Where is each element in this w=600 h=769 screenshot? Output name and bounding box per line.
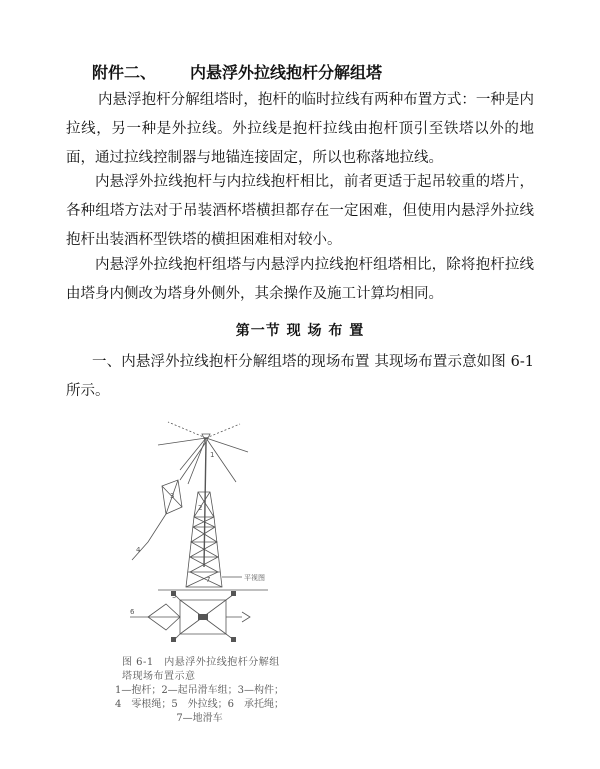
- figure-caption: [112, 656, 287, 726]
- heading-title: 内悬浮外拉线抱杆分解组塔: [190, 63, 383, 82]
- caption-line-3: 7—地滑车: [176, 713, 223, 724]
- paragraph-2: 内悬浮外拉线抱杆与内拉线抱杆相比，前者更适于起吊较重的塔片，各种组塔方法对于吊装酒杯塔横担都存在一定困难，但使用内悬浮外拉线抱杆出装酒杯型铁塔的横担困难相对较小。: [66, 174, 534, 248]
- paragraph-1: 内悬浮抱杆分解组塔时，抱杆的临时拉线有两种布置方式：一种是内拉线，另一种是外拉线。外拉线是抱杆拉线由抱杆顶引至铁塔以外的地面，通过拉线控制器与地锚连接固定，所以也称落地拉线。: [66, 92, 534, 166]
- callout-5: 5: [172, 592, 177, 600]
- callout-2: 2: [198, 504, 203, 512]
- callout-7: 7: [206, 576, 211, 584]
- caption-title: 图 6-1 内悬浮外拉线抱杆分解组塔现场布置示意: [122, 657, 280, 682]
- caption-line-1: 1—抱杆；2—起吊滑车组；3—构件；: [114, 685, 285, 696]
- side-view-label: 平视图: [244, 574, 265, 582]
- callout-3: 3: [170, 492, 175, 500]
- callout-4: 4: [136, 546, 141, 554]
- callout-6: 6: [130, 608, 135, 616]
- section-title: 第一节 现 场 布 置: [235, 323, 365, 339]
- page-heading: [92, 60, 383, 83]
- caption-line-2: 4 零根绳；5 外拉线；6 承托绳；: [114, 699, 285, 710]
- callout-1: 1: [210, 451, 215, 459]
- intro-paragraph: 一、内悬浮外拉线抱杆分解组塔的现场布置 其现场布置示意如图 6-1 所示。: [66, 354, 534, 399]
- site-layout-figure: [118, 412, 308, 657]
- heading-prefix: 附件二、: [92, 63, 157, 82]
- paragraph-3: 内悬浮外拉线抱杆组塔与内悬浮内拉线抱杆组塔相比，除将抱杆拉线由塔身内侧改为塔身外侧外，其余操作及施工计算均相同。: [66, 257, 534, 302]
- outer-guy-lines: [158, 438, 248, 484]
